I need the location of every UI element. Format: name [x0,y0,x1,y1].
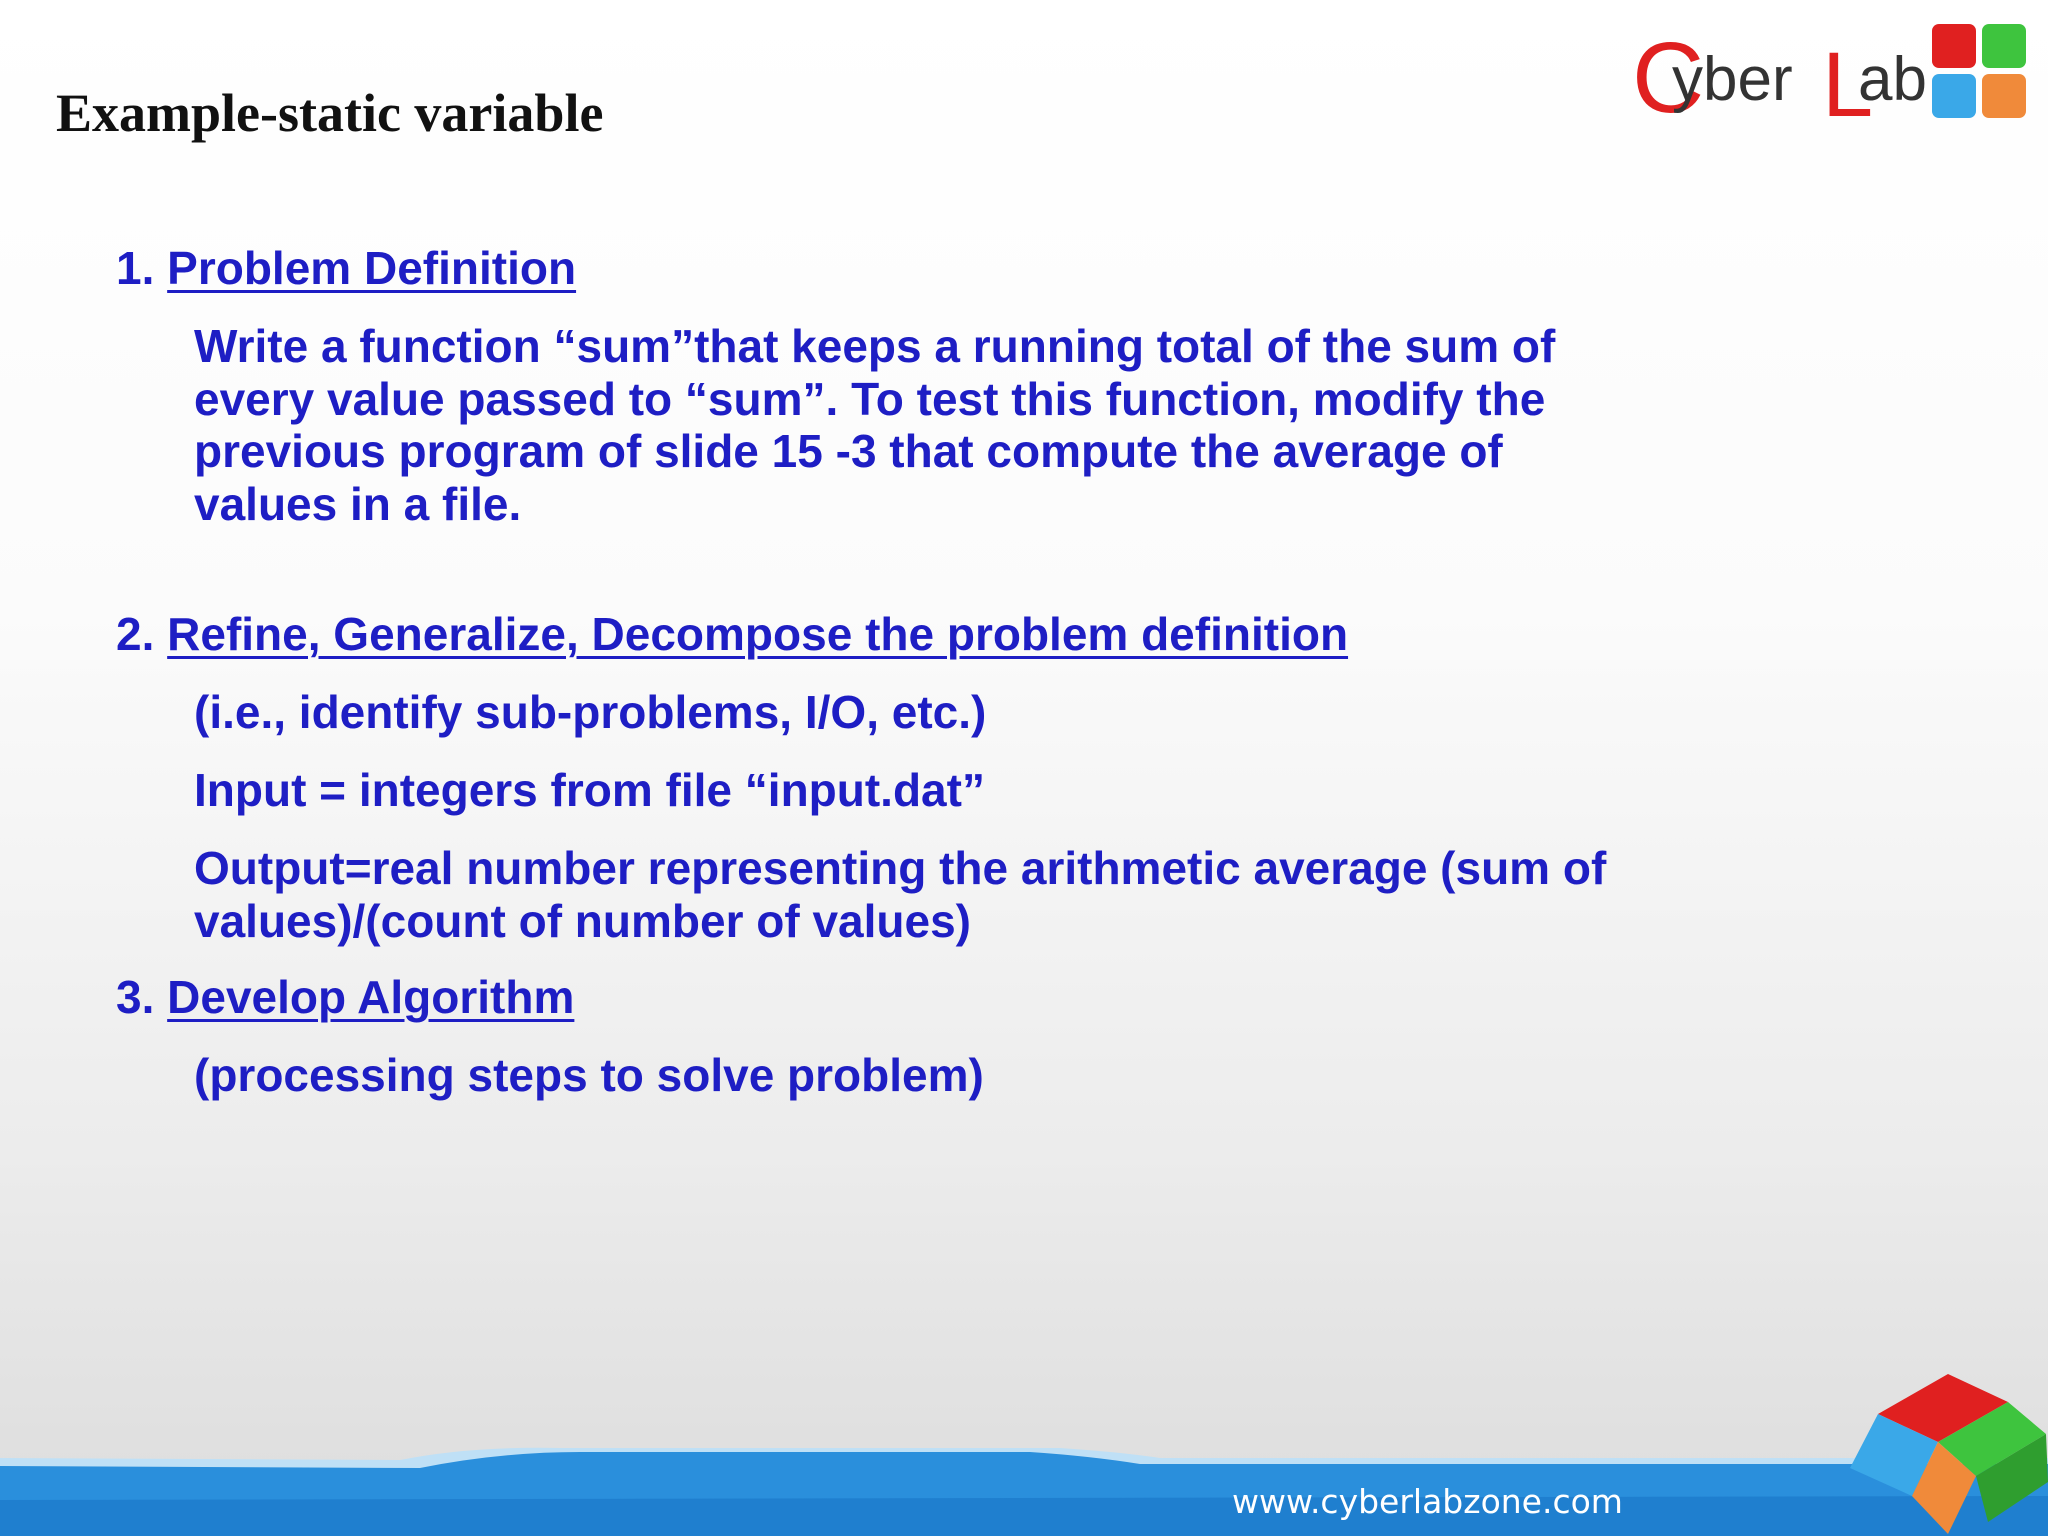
paragraph-line: values)/(count of number of values) [194,894,971,947]
section-2-number: 2. [116,608,155,660]
section-3-title: Develop Algorithm [167,971,575,1023]
section-3-heading [116,971,574,1023]
paragraph-line: previous program of slide 15 -3 that compute the average of [194,425,1503,477]
section-1-number: 1. [116,242,155,294]
section-2-item: (i.e., identify sub-problems, I/O, etc.) [194,686,987,738]
paragraph-line: values in a file. [194,477,522,530]
logo-text-yber: yber [1672,45,1793,114]
section-2-title: Refine, Generalize, Decompose the problem definition [167,608,1349,660]
section-2-heading [116,608,1348,660]
logo-letter-l: L [1822,34,1874,130]
footer-band-shade [0,1496,2048,1536]
paragraph-line: every value passed to “sum”. To test this function, modify the [194,372,1546,425]
section-2-item: Input = integers from file “input.dat” [194,764,985,816]
section-2-output-paragraph [194,842,1606,947]
logo-text-ab: ab [1858,45,1927,114]
section-1-heading [116,242,576,294]
logo-letter-c: C [1632,22,1705,130]
section-1-title: Problem Definition [167,242,577,294]
paragraph-line: Write a function “sum”that keeps a running total of the sum of [194,320,1556,372]
footer-band [0,1440,2048,1536]
footer-url: www.cyberlabzone.com [1232,1482,1623,1521]
slide-title: Example-static variable [56,83,604,143]
section-3-item: (processing steps to solve problem) [194,1049,984,1101]
paragraph-line: Output=real number representing the arithmetic average (sum of [194,842,1607,894]
section-1-paragraph [194,320,1555,530]
section-3-number: 3. [116,971,155,1023]
cube-decoration-icon [1848,1372,2048,1536]
